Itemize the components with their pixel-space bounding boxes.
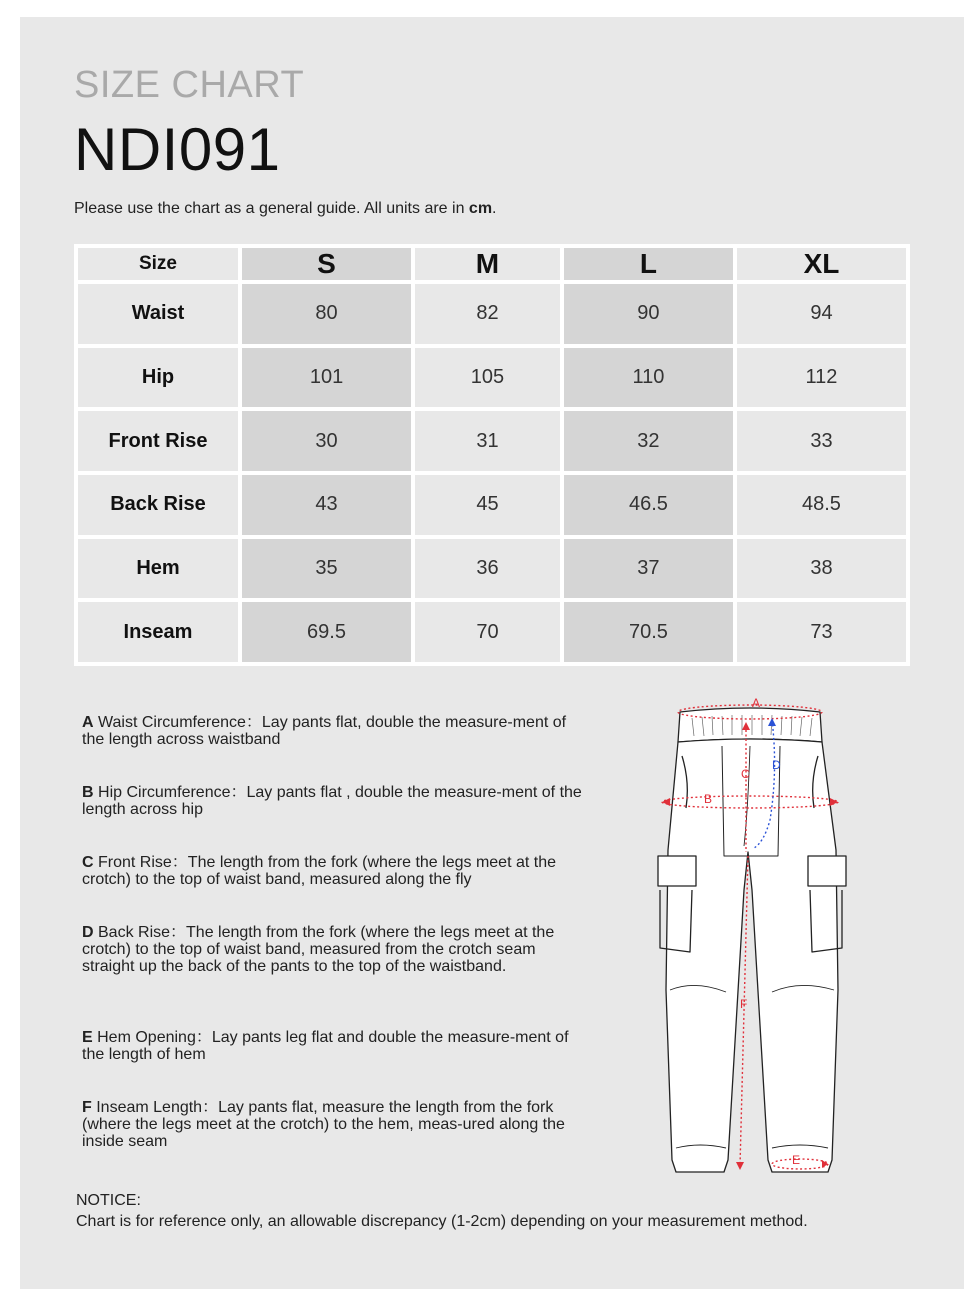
row-label-hem: Hem [78,539,238,599]
size-column-m: M [415,248,560,280]
definition-text: Hem Opening：Lay pants leg flat and double the measure-ment of the length of hem [82,1029,569,1063]
table-cell: 33 [737,411,906,471]
table-row [78,539,906,599]
table-row [78,475,906,535]
table-cell: 69.5 [242,602,411,662]
guide-unit: cm [468,200,493,217]
definition-front-rise [82,854,582,888]
row-label-back-rise: Back Rise [78,475,238,535]
row-label-hip: Hip [78,348,238,408]
table-cell: 45 [415,475,560,535]
guide-prefix: Please use the chart as a general guide. All units are in [74,200,469,217]
label-d: D [772,758,781,772]
row-label-waist: Waist [78,284,238,344]
table-cell: 35 [242,539,411,599]
label-c: C [741,767,750,781]
definition-letter: E [82,1029,93,1046]
table-cell: 112 [737,348,906,408]
table-cell: 73 [737,602,906,662]
table-cell: 90 [564,284,733,344]
notice-block [76,1190,808,1232]
definition-waist [82,714,582,748]
definition-text: Inseam Length：Lay pants flat, measure the length from the fork (where the legs meet at the crotch) to the hem, meas-ured along the inside seam [82,1099,565,1150]
notice-heading: NOTICE: [76,1192,141,1209]
table-row [78,602,906,662]
table-cell: 101 [242,348,411,408]
definition-hip [82,784,582,818]
notice-text: Chart is for reference only, an allowable discrepancy (1-2cm) depending on your measurement method. [76,1213,808,1230]
table-cell: 70 [415,602,560,662]
table-cell: 37 [564,539,733,599]
definition-back-rise [82,924,582,975]
size-column-xl: XL [737,248,906,280]
size-corner-label: Size [78,248,238,280]
table-cell: 82 [415,284,560,344]
definition-text: Front Rise：The length from the fork (where the legs meet at the crotch) to the top of waist band, measured along the fly [82,854,556,888]
arrow-icon [662,798,670,806]
table-row [78,348,906,408]
table-row [78,284,906,344]
table-cell: 105 [415,348,560,408]
page-subtitle: SIZE CHART [74,64,305,106]
table-cell: 110 [564,348,733,408]
definition-text: Waist Circumference：Lay pants flat, double the measure-ment of the length across waistband [82,714,567,748]
table-cell: 30 [242,411,411,471]
row-label-inseam: Inseam [78,602,238,662]
definition-text: Back Rise：The length from the fork (where the legs meet at the crotch) to the top of waist band, measured from the crotch seam straight up the back of the pants to the top of the waistband. [82,924,555,975]
table-cell: 46.5 [564,475,733,535]
size-header-row [78,248,906,280]
arrow-icon [830,798,838,806]
table-cell: 36 [415,539,560,599]
table-cell: 70.5 [564,602,733,662]
table-cell: 38 [737,539,906,599]
arrow-icon [736,1162,744,1170]
definition-inseam [82,1099,582,1150]
product-code-title: NDI091 [74,116,281,183]
table-cell: 48.5 [737,475,906,535]
size-column-l: L [564,248,733,280]
definition-letter: D [82,924,94,941]
row-label-front-rise: Front Rise [78,411,238,471]
definition-letter: B [82,784,94,801]
definition-text: Hip Circumference：Lay pants flat , double the measure-ment of the length across hip [82,784,582,818]
guide-suffix: . [492,200,497,217]
table-cell: 94 [737,284,906,344]
table-row [78,411,906,471]
label-a: A [752,696,761,710]
label-e: E [792,1153,801,1167]
table-cell: 43 [242,475,411,535]
table-cell: 32 [564,411,733,471]
size-column-s: S [242,248,411,280]
table-cell: 80 [242,284,411,344]
guide-text [74,200,497,218]
definition-letter: C [82,854,94,871]
definition-letter: F [82,1099,92,1116]
pants-outline [658,708,846,1172]
label-f: F [740,997,748,1011]
label-b: B [704,792,713,806]
definition-letter: A [82,714,94,731]
table-cell: 31 [415,411,560,471]
pants-measurement-diagram [640,690,860,1185]
definition-hem [82,1029,582,1063]
size-table [74,244,910,666]
